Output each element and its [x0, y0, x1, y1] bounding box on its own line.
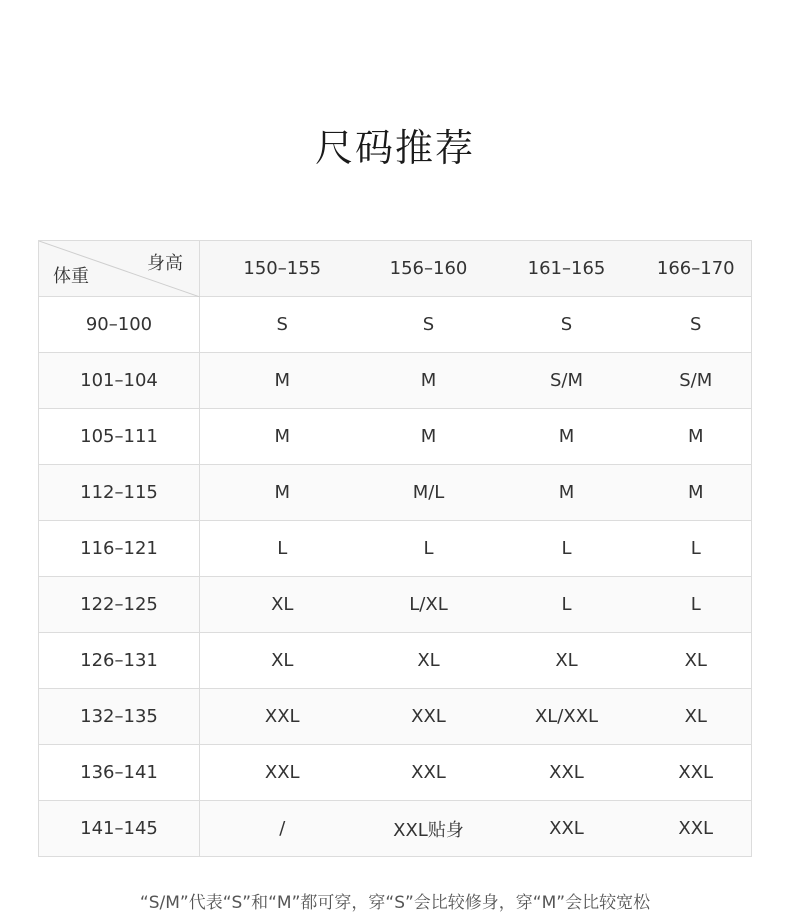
weight-axis-label: 体重 [53, 266, 89, 287]
size-cell: XL [641, 689, 752, 745]
size-cell: S [365, 297, 493, 353]
height-header: 156–160 [365, 241, 493, 297]
size-cell: M [200, 409, 365, 465]
size-cell: XXL [493, 745, 641, 801]
size-cell: XXL贴身 [365, 801, 493, 857]
size-cell: M [200, 353, 365, 409]
height-header: 161–165 [493, 241, 641, 297]
height-header: 166–170 [641, 241, 752, 297]
table-row [39, 521, 752, 577]
size-cell: L [200, 521, 365, 577]
size-footnote: “S/M”代表“S”和“M”都可穿，穿“S”会比较修身，穿“M”会比较宽松 [139, 893, 651, 913]
table-row [39, 353, 752, 409]
weight-label: 90–100 [39, 297, 200, 353]
size-cell: XL [365, 633, 493, 689]
weight-label: 112–115 [39, 465, 200, 521]
size-cell: M [641, 409, 752, 465]
weight-label: 105–111 [39, 409, 200, 465]
table-row [39, 409, 752, 465]
size-cell: M [493, 409, 641, 465]
size-cell: XL [493, 633, 641, 689]
size-recommendation-table [38, 240, 752, 857]
height-axis-label: 身高 [147, 253, 183, 274]
size-cell: XXL [641, 745, 752, 801]
size-cell: S/M [641, 353, 752, 409]
table-header-row [39, 241, 752, 297]
size-cell: M [365, 409, 493, 465]
size-cell: L [365, 521, 493, 577]
size-cell: S [641, 297, 752, 353]
size-cell: XXL [641, 801, 752, 857]
size-cell: XXL [365, 745, 493, 801]
table-row [39, 577, 752, 633]
weight-label: 122–125 [39, 577, 200, 633]
size-cell: S/M [493, 353, 641, 409]
table-row [39, 745, 752, 801]
table-row [39, 297, 752, 353]
size-cell: XL/XXL [493, 689, 641, 745]
size-cell: XXL [200, 745, 365, 801]
size-cell: XL [200, 577, 365, 633]
weight-label: 126–131 [39, 633, 200, 689]
table-row [39, 801, 752, 857]
corner-header-cell [39, 241, 200, 297]
page-title: 尺码推荐 [314, 126, 475, 170]
size-cell: L [641, 521, 752, 577]
weight-label: 136–141 [39, 745, 200, 801]
table-row [39, 689, 752, 745]
size-cell: L [493, 577, 641, 633]
size-cell: XL [200, 633, 365, 689]
size-cell: / [200, 801, 365, 857]
size-cell: XL [641, 633, 752, 689]
size-cell: M/L [365, 465, 493, 521]
size-cell: M [493, 465, 641, 521]
weight-label: 141–145 [39, 801, 200, 857]
size-cell: L [493, 521, 641, 577]
size-cell: L/XL [365, 577, 493, 633]
size-cell: XXL [365, 689, 493, 745]
weight-label: 101–104 [39, 353, 200, 409]
height-header: 150–155 [200, 241, 365, 297]
size-cell: M [365, 353, 493, 409]
table-row [39, 633, 752, 689]
weight-label: 132–135 [39, 689, 200, 745]
size-cell: S [200, 297, 365, 353]
size-cell: XXL [200, 689, 365, 745]
size-cell: M [641, 465, 752, 521]
size-cell: L [641, 577, 752, 633]
size-cell: S [493, 297, 641, 353]
size-cell: XXL [493, 801, 641, 857]
table-row [39, 465, 752, 521]
size-cell: M [200, 465, 365, 521]
weight-label: 116–121 [39, 521, 200, 577]
